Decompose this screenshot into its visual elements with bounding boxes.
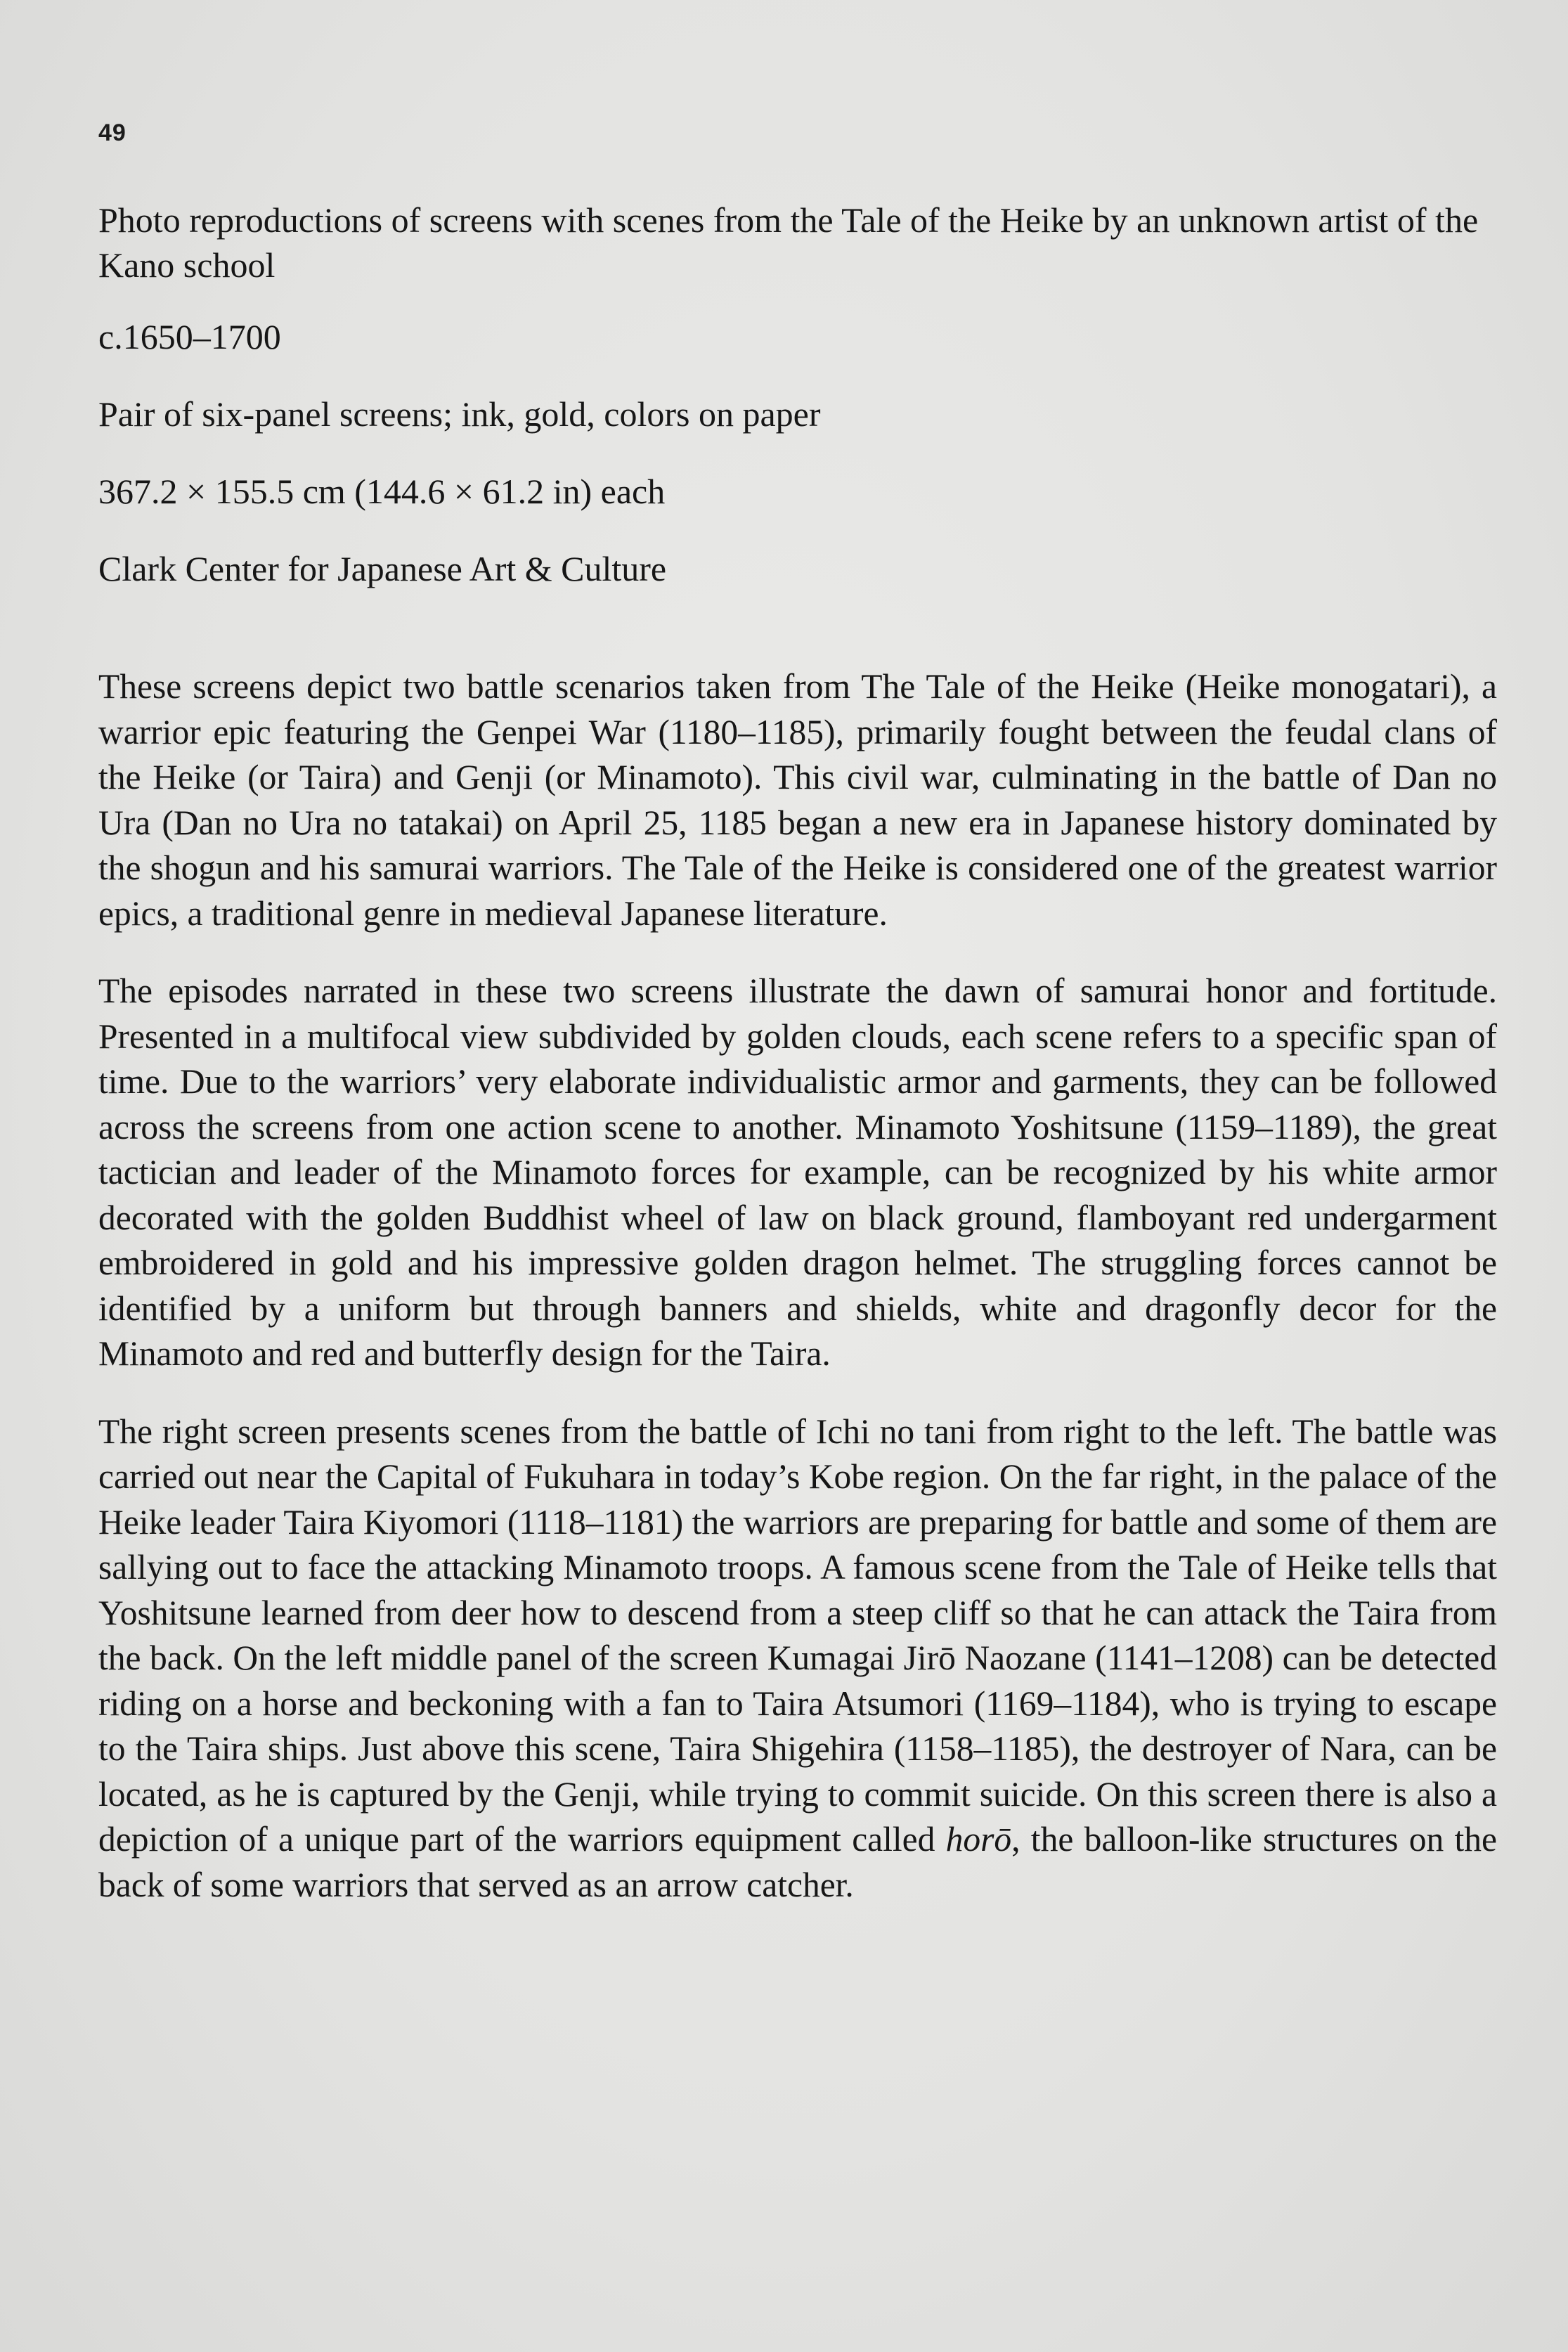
body-paragraph-3-text-a: The right screen presents scenes from the battle of Ichi no tani from right to the left. The battle was carried out near the Capital of Fukuhara in today’s Kobe region. On the far right, in the palace of the Heike leader Taira Kiyomori (1118–1181) the warriors are preparing for battle and some of them are sallying out to face the attacking Minamoto troops. A famous scene from the Tale of Heike tells that Yoshitsune learned from deer how to descend from a steep cliff so that he can attack the Taira from the back. On the left middle panel of the screen Kumagai Jirō Naozane (1141–1208) can be detected riding on a horse and beckoning with a fan to Taira Atsumori (1169–1184), who is trying to escape to the Taira ships. Just above this scene, Taira Shigehira (1158–1185), the destroyer of Nara, can be located, as he is captured by the Genji, while trying to commit suicide. On this screen there is also a depiction of a unique part of the warriors equipment called (98, 1411, 1497, 1859)
body-paragraph-1: These screens depict two battle scenarios taken from The Tale of the Heike (Heike monogatari), a warrior epic featuring the Genpei War (1180–1185), primarily fought between the feudal clans of the Heike (or Taira) and Genji (or Minamoto). This civil war, culminating in the battle of Dan no Ura (Dan no Ura no tatakai) on April 25, 1185 began a new era in Japanese history dominated by the shogun and his samurai warriors. The Tale of the Heike is considered one of the greatest warrior epics, a traditional genre in medieval Japanese literature. (98, 667, 1497, 933)
body-paragraph-3 (98, 1409, 1497, 1908)
caption-title: Photo reproductions of screens with scenes from the Tale of the Heike by an unknown artist of the Kano school (98, 200, 1479, 285)
term-horo: horō (945, 1820, 1012, 1859)
caption-credit: Clark Center for Japanese Art & Culture (98, 549, 667, 588)
body-paragraph-2: The episodes narrated in these two screens illustrate the dawn of samurai honor and fortitude. Presented in a multifocal view subdivided by golden clouds, each scene refers to a specific span of time. Due to the warriors’ very elaborate individualistic armor and garments, they can be followed across the screens from one action scene to another. Minamoto Yoshitsune (1159–1189), the great tactician and leader of the Minamoto forces for example, can be recognized by his white armor decorated with the golden Buddhist wheel of law on black ground, flamboyant red undergarment embroidered in gold and his impressive golden dragon helmet. The struggling forces cannot be identified by a uniform but through banners and shields, white and dragonfly decor for the Minamoto and red and butterfly design for the Taira. (98, 971, 1497, 1373)
document-page (98, 119, 1497, 1940)
caption-date: c.1650–1700 (98, 317, 281, 356)
caption-dimensions: 367.2 × 155.5 cm (144.6 × 61.2 in) each (98, 472, 666, 511)
page-number: 49 (98, 119, 127, 146)
caption-medium: Pair of six-panel screens; ink, gold, colors on paper (98, 394, 821, 434)
body-paragraph-3-text-b: , the balloon-like structures on the back of some warriors that served as an arrow catcher. (98, 1820, 1497, 1904)
